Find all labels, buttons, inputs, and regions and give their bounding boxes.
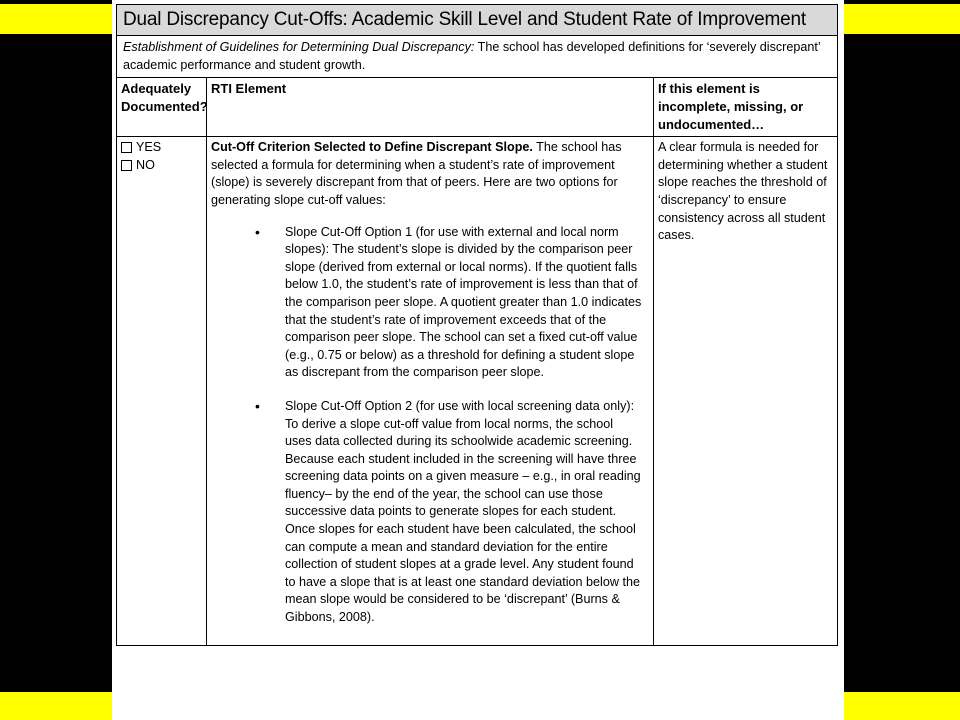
options-list [211,224,649,627]
criterion-text: The school has selected a formula for determining when a student’s rate of improvement (slope) is severely discrepant from that of peers. Here are two options for generating slope cut-off values: [211,140,622,207]
yellow-band-top-right [844,4,960,34]
criterion-title: Cut-Off Criterion Selected to Define Discrepant Slope. [211,140,533,155]
page-title: Dual Discrepancy Cut-Offs: Academic Skill Level and Student Rate of Improvement [117,5,838,36]
intro-row [117,36,838,78]
intro-text [117,36,838,78]
yellow-band-top-left [0,4,112,34]
option-1-item [211,224,649,382]
no-checkbox[interactable] [121,160,132,171]
yes-checkbox[interactable] [121,142,132,153]
yellow-band-bottom-left [0,692,112,720]
option-1-text: Slope Cut-Off Option 1 (for use with external and local norm slopes): The student’s slope is divided by the comparison peer slope (derived from external or local norms). If the quotient falls below 1.0, the student’s rate of improvement is less than that of the comparison peer slope. A quotient greater than 1.0 indicates that the student’s rate of improvement exceeds that of the comparison peer slope. The school can set a fixed cut-off value (e.g., 0.75 or below) as a threshold for defining a student slope as discrepant from the comparison peer slope. [285,224,642,380]
remedy-cell: A clear formula is needed for determining whether a student slope reaches the threshold of ‘discrepancy’ to ensure consistency across all student cases. [654,137,838,645]
no-label: NO [136,157,155,172]
title-row [117,5,838,36]
bullet-icon: • [255,223,260,240]
yes-label: YES [136,140,162,155]
rti-element-cell [207,137,654,645]
intro-lead: Establishment of Guidelines for Determining Dual Discrepancy: [123,40,475,54]
header-adequately-documented: Adequately Documented? [117,78,207,137]
document-page [112,0,844,720]
yes-option[interactable] [121,139,202,157]
header-if-incomplete: If this element is incomplete, missing, or undocumented… [654,78,838,137]
no-option[interactable] [121,157,202,175]
header-row [117,78,838,137]
option-2-item [211,398,649,627]
rti-checklist-table [116,4,838,646]
intro-rest: The school has developed definitions for ‘severely discrepant’ academic performance and student growth. [123,40,821,72]
yellow-band-bottom-right [844,692,960,720]
criterion-paragraph [211,139,649,209]
header-rti-element: RTI Element [207,78,654,137]
option-2-text: Slope Cut-Off Option 2 (for use with local screening data only): To derive a slope cut-off value from local norms, the school uses data collected during its schoolwide academic screening. Because each student included in the screening will have three screening data points on a given measure – e.g., in oral reading fluency– by the end of the year, the school can use those successive data points to generate slopes for each student. Once slopes for each student have been calculated, the school can compute a mean and standard deviation for the entire collection of student slopes at a grade level. Any student found to have a slope that is at least one standard deviation below the mean slope would be considered to be ‘discrepant’ (Burns & Gibbons, 2008). [285,398,641,625]
bullet-icon: • [255,397,260,414]
criterion-row [117,137,838,645]
documented-cell [117,137,207,645]
